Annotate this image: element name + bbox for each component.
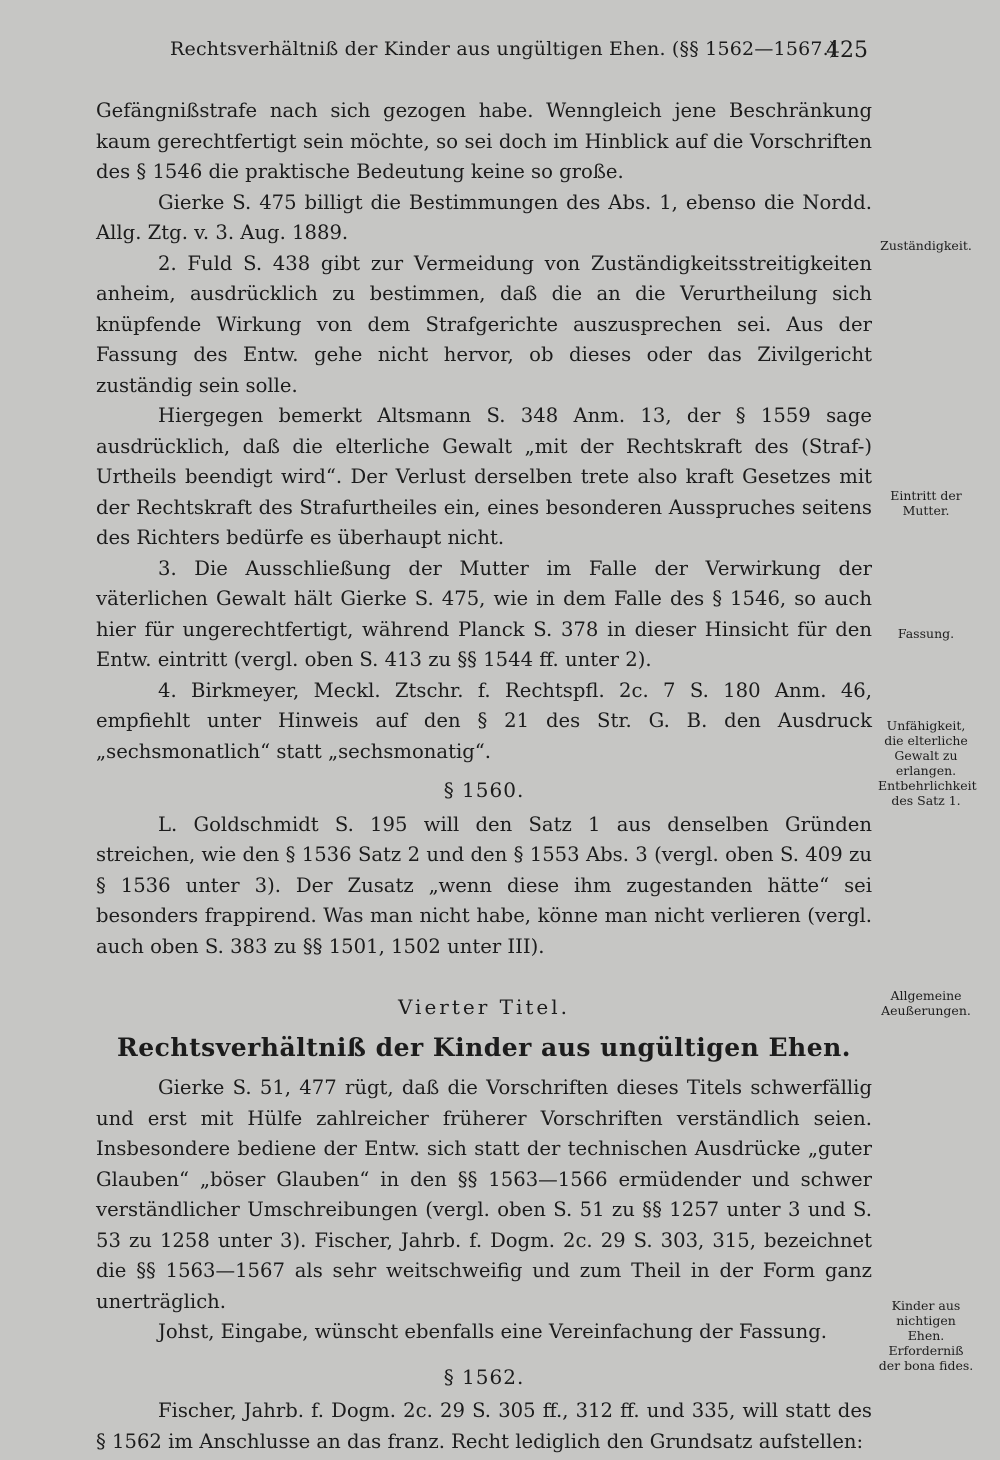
margin-note: Zuständigkeit. [880,238,972,253]
margin-note: Kinder aus nichtigen Ehen. Erforderniß der bona fides. [878,1298,974,1373]
chapter-title: Rechtsverhältniß der Kinder aus ungültigen Ehen. [116,1032,851,1062]
section-heading-1560: § 1560. [443,778,525,802]
margin-note: Fassung. [897,626,955,641]
paragraph: L. Goldschmidt S. 195 will den Satz 1 aus denselben Gründen streichen, wie den § 1536 Satz 2 und den § 1553 Abs. 3 (vergl. oben S. 409 zu § 1536 unter 3). Der Zusatz „wenn diese ihm zugestanden hätte“ sei besonders frappirend. Was man nicht habe, könne man nicht verlieren (vergl. auch oben S. 383 zu §§ 1501, 1502 unter III). [96,812,872,958]
margin-note: Eintritt der Mutter. [890,488,962,518]
paragraph: Johst, Eingabe, wünscht ebenfalls eine Vereinfachung der Fassung. [158,1320,827,1343]
paragraph: Fischer, Jahrb. f. Dogm. 2c. 29 S. 305 ff., 312 ff. und 335, will statt des § 1562 im Anschlusse an das franz. Recht lediglich den Grundsatz aufstellen: [96,1399,872,1453]
running-title: Rechtsverhältniß der Kinder aus ungültigen Ehen. (§§ 1562—1567.) [170,38,837,60]
title-label: Vierter Titel. [397,995,571,1019]
paragraph: Gierke S. 51, 477 rügt, daß die Vorschriften dieses Titels schwerfällig und erst mit Hülfe zahlreicher früherer Vorschriften verständlich seien. Insbesondere bediene der Entw. sich statt der technischen Ausdrücke „guter Glauben“ „böser Glauben“ in den §§ 1563—1566 ermüdender und schwer verständlicher Umschreibungen (vergl. oben S. 51 zu §§ 1257 unter 3 und S. 53 zu 1258 unter 3). Fischer, Jahrb. f. Dogm. 2c. 29 S. 303, 315, bezeichnet die §§ 1563—1567 als sehr weitschweifig und zum Theil in der Form ganz unerträglich. [96,1076,872,1313]
paragraph: 2. Fuld S. 438 gibt zur Vermeidung von Zuständigkeitsstreitigkeiten anheim, ausdrücklich zu bestimmen, daß die an die Verurtheilung sich knüpfende Wirkung von dem Strafgerichte auszusprechen sei. Aus der Fassung des Entw. gehe nicht hervor, ob dieses oder das Zivilgericht zuständig sein solle. [96,251,872,397]
margin-note: Allgemeine Aeußerungen. [881,988,971,1018]
section-heading-1562: § 1562. [443,1364,525,1389]
paragraph: 3. Die Ausschließung der Mutter im Falle der Verwirkung der väterlichen Gewalt hält Gierke S. 475, wie in dem Falle des § 1546, so auch hier für ungerechtfertigt, während Planck S. 378 in dieser Hinsicht für den Entw. eintritt (vergl. oben S. 413 zu §§ 1544 ff. unter 2). [96,556,872,671]
page-number: 425 [826,38,868,63]
paragraph: Gefängnißstrafe nach sich gezogen habe. Wenngleich jene Beschränkung kaum gerechtfertigt sein möchte, so sei doch im Hinblick auf die Vorschriften des § 1546 die praktische Bedeutung keine so große. [96,99,872,183]
paragraph: Hiergegen bemerkt Altsmann S. 348 Anm. 13, der § 1559 sage ausdrücklich, daß die elterliche Gewalt „mit der Rechtskraft des (Straf-) Urtheils beendigt wird“. Der Verlust derselben trete also kraft Gesetzes mit der Rechtskraft des Strafurtheiles ein, eines besonderen Ausspruches seitens des Richters bedürfe es überhaupt nicht. [96,404,872,549]
margin-note: Unfähigkeit, die elterliche Gewalt zu erlangen. Entbehrlichkeit des Satz 1. [878,718,977,808]
body-text [96,96,872,1457]
paragraph: Gierke S. 475 billigt die Bestimmungen des Abs. 1, ebenso die Nordd. Allg. Ztg. v. 3. Aug. 1889. [96,190,872,244]
paragraph: 4. Birkmeyer, Meckl. Ztschr. f. Rechtspfl. 2c. 7 S. 180 Anm. 46, empfiehlt unter Hinweis auf den § 21 des Str. G. B. den Ausdruck „sechsmonatlich“ statt „sechsmonatig“. [96,678,872,763]
